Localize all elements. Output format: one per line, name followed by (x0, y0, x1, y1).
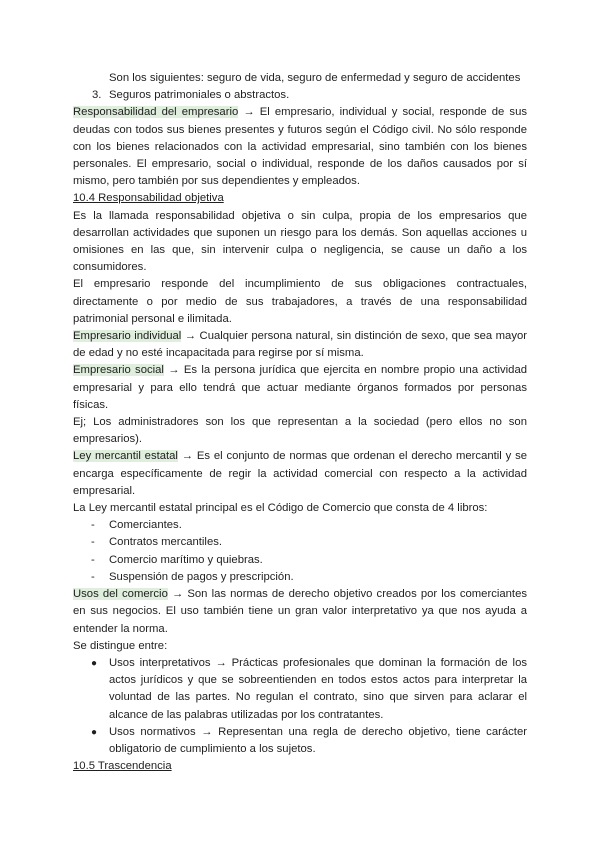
list-item-text: Contratos mercantiles. (109, 536, 223, 549)
distingue-line: Se distingue entre: (73, 639, 168, 652)
usos-list (73, 655, 527, 758)
section-heading-10-4: 10.4 Responsabilidad objetiva (73, 192, 224, 205)
list-item (73, 724, 527, 758)
list-item (73, 552, 527, 569)
bullet-icon: ● (91, 726, 98, 738)
term-highlight: Usos del comercio (73, 588, 168, 601)
seguros-list-line: Son los siguientes: seguro de vida, seguro de enfermedad y seguro de accidentes (109, 72, 521, 84)
objetiva-paragraph-2: El empresario responde del incumplimiento de sus obligaciones contractuales, directamente o por medio de sus trabajadores, a través de una responsabilidad patrimonial personal e ilimitada. (73, 278, 527, 325)
ley-paragraph (73, 448, 527, 500)
list-item-text: Comerciantes. (109, 519, 182, 532)
definition-text: → El empresario, individual y social, responde de sus deudas con todos sus bienes presentes y futuros según el Código civil. No sólo responde con los bienes relacionados con la actividad empresarial, sino también con los bienes personales. El empresario, social o individual, responde de los daños causados por sí mismo, pero también por sus dependientes y empleados. (73, 106, 528, 188)
item-text: Seguros patrimoniales o abstractos. (109, 89, 290, 102)
social-paragraph (73, 362, 527, 414)
item-number: 3. (92, 89, 102, 102)
objetiva-paragraph-1: Es la llamada responsabilidad objetiva o sin culpa, propia de los empresarios que desarrollan actividades que suponen un riesgo para los demás. Son aquellas acciones u omisiones en las que, sin intervenir culpa o negligencia, se cause un daño a los consumidores. (73, 209, 527, 274)
list-item-text: Usos normativos → Representan una regla de derecho objetivo, tiene carácter obligatorio de cumplimiento a los sujetos. (109, 725, 527, 755)
list-item-text: Comercio marítimo y quiebras. (109, 553, 263, 566)
individual-paragraph (73, 328, 527, 362)
usos-paragraph (73, 586, 527, 638)
document-page (73, 70, 527, 775)
term-highlight: Ley mercantil estatal (73, 450, 178, 463)
libros-list (73, 517, 527, 586)
list-item (73, 534, 527, 551)
definition-text: → Cualquier persona natural, sin distinción de sexo, que sea mayor de edad y no esté incapacitada para regirse por sí misma. (73, 330, 528, 360)
example-paragraph: Ej; Los administradores son los que representan a la sociedad (pero ellos no son empresarios). (73, 416, 527, 446)
definition-text: → Es el conjunto de normas que ordenan el derecho mercantil y se encarga específicamente de regir la actividad comercial con respecto a la actividad empresarial. (73, 450, 527, 497)
term-highlight: Empresario individual (73, 330, 182, 343)
bullet-icon: ● (91, 657, 98, 669)
list-item (73, 517, 527, 534)
definition-text: → Son las normas de derecho objetivo creados por los comerciantes en sus negocios. El uso también tiene un gran valor interpretativo ya que nos ayuda a entender la norma. (73, 588, 528, 635)
list-item (73, 655, 527, 724)
definition-text: → Es la persona jurídica que ejercita en nombre propio una actividad empresarial y para ello tendrá que actuar mediante órganos formados por personas físicas. (73, 364, 528, 411)
dash-marker: - (91, 536, 95, 549)
list-item-text: Suspensión de pagos y prescripción. (109, 570, 294, 583)
term-highlight: Responsabilidad del empresario (73, 106, 239, 119)
term-highlight: Empresario social (73, 364, 164, 377)
dash-marker: - (91, 519, 95, 532)
section-heading-10-5: 10.5 Trascendencia (73, 760, 172, 773)
responsabilidad-paragraph (73, 104, 527, 190)
dash-marker: - (91, 553, 95, 566)
numbered-item-3 (73, 87, 527, 104)
ley-principal-paragraph: La Ley mercantil estatal principal es el Código de Comercio que consta de 4 libros: (73, 502, 488, 515)
list-item-text: Usos interpretativos → Prácticas profesionales que dominan la formación de los actos jurídicos y que se sobreentienden en todos estos actos para interpretar la voluntad de las partes. No regulan el contrato, sino que sirven para aclarar el alcance de las palabras utilizadas por los contratantes. (109, 656, 527, 721)
dash-marker: - (91, 570, 95, 583)
list-item (73, 569, 527, 586)
